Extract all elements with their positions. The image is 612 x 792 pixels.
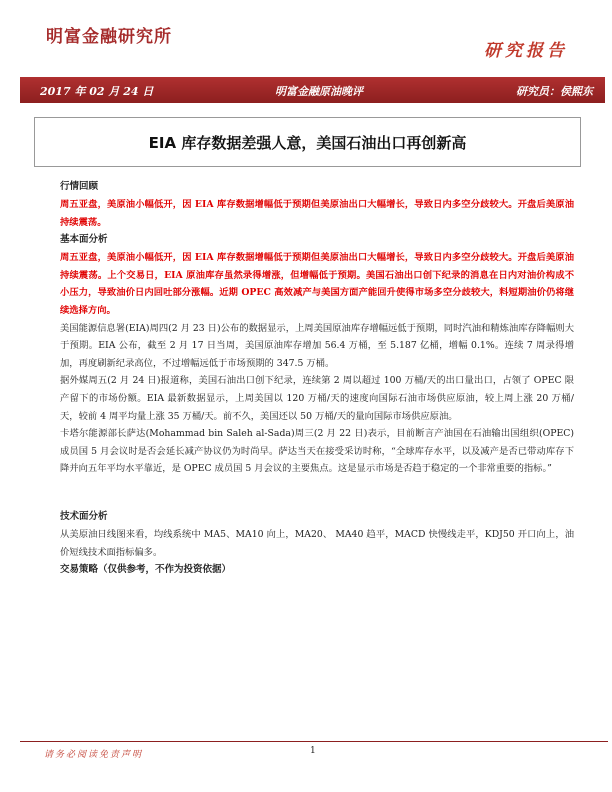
header-banner <box>20 77 605 103</box>
report-body <box>60 178 574 579</box>
title-box <box>34 117 581 167</box>
fundamental-summary: 周五亚盘，美原油小幅低开，因 EIA 库存数据增幅低于预期但美原油出口大幅增长，导致日内多空分歧较大。开盘后美原油持续震荡。上个交易日，EIA 原油库存虽然录得增涨，但增幅低于预期。美国石油出口创下纪录的消息在日内对油价构成不小压力，导致油价日内回吐部分涨幅。近期 OPEC 高效减产与美国方面产能回升使得市场多空分歧较大，料短期油价仍将继续选择方向。 <box>60 252 574 316</box>
review-heading: 行情回顾 <box>60 181 99 192</box>
paragraph-exports: 据外媒周五(2 月 24 日)报道称，美国石油出口创下纪录，连续第 2 周以超过 100 万桶/天的出口量出口，占领了 OPEC 限产留下的市场份额。EIA 最新数据显示，上周美国以 120 万桶/天的速度向国际石油市场供应原油，较上周上涨 20 万桶/天，较前 4 周平均量上涨 35 万桶/天。前不久，美国还以 50 万桶/天的量向国际市场供应原油。 <box>60 375 574 422</box>
report-title: EIA 库存数据差强人意，美国石油出口再创新高 <box>148 134 467 152</box>
page-number: 1 <box>310 746 316 756</box>
report-type-label: 研究报告 <box>484 41 568 61</box>
strategy-heading: 交易策略（仅供参考，不作为投资依据） <box>60 564 232 576</box>
fundamental-heading: 基本面分析 <box>60 234 108 246</box>
report-date: 2017 年 02 月 24 日 <box>40 85 154 98</box>
footer-divider <box>20 741 608 742</box>
technical-text: 从美原油日线图来看，均线系统中 MA5、MA10 向上，MA20、 MA40 趋平，MACD 快慢线走平，KDJ50 开口向上，油价短线技术面指标偏多。 <box>60 528 574 558</box>
paragraph-eia: 美国能源信息署(EIA)周四(2 月 23 日)公布的数据显示，上周美国原油库存增幅远低于预期，同时汽油和精炼油库存降幅则大于预期。EIA 公布，截至 2 月 17 日当周，美国原油库存增加 56.4 万桶，至 5.187 亿桶，增幅 0.1%。连续 7 周录得增加，再度刷新纪录高位，不过增幅远低于市场预期的 347.5 万桶。 <box>60 322 574 369</box>
disclaimer-link[interactable]: 请务必阅读免责声明 <box>44 750 144 760</box>
paragraph-qatar: 卡塔尔能源部长萨达(Mohammad bin Saleh al-Sada)周三(2 月 22 日)表示，目前断言产油国在石油输出国组织(OPEC)成员国 5 月会议时是否会延长减产协议仍为时尚早。萨达当天在接受采访时称，“全球库存水平，以及减产是否已带动库存下降并向五年平均水平靠近，是 OPEC 成员国 5 月会议的主要焦点。这是显示市场是否趋于稳定的一个非常重要的指标。” <box>60 428 574 475</box>
review-text: 周五亚盘，美原油小幅低开，因 EIA 库存数据增幅低于预期但美原油出口大幅增长，导致日内多空分歧较大。开盘后美原油持续震荡。 <box>60 199 574 228</box>
technical-heading: 技术面分析 <box>60 510 108 522</box>
logo-text: 明富金融研究所 <box>46 27 172 47</box>
researcher-name: 研究员：侯熙东 <box>516 85 593 98</box>
column-name: 明富金融原油晚评 <box>275 85 363 98</box>
